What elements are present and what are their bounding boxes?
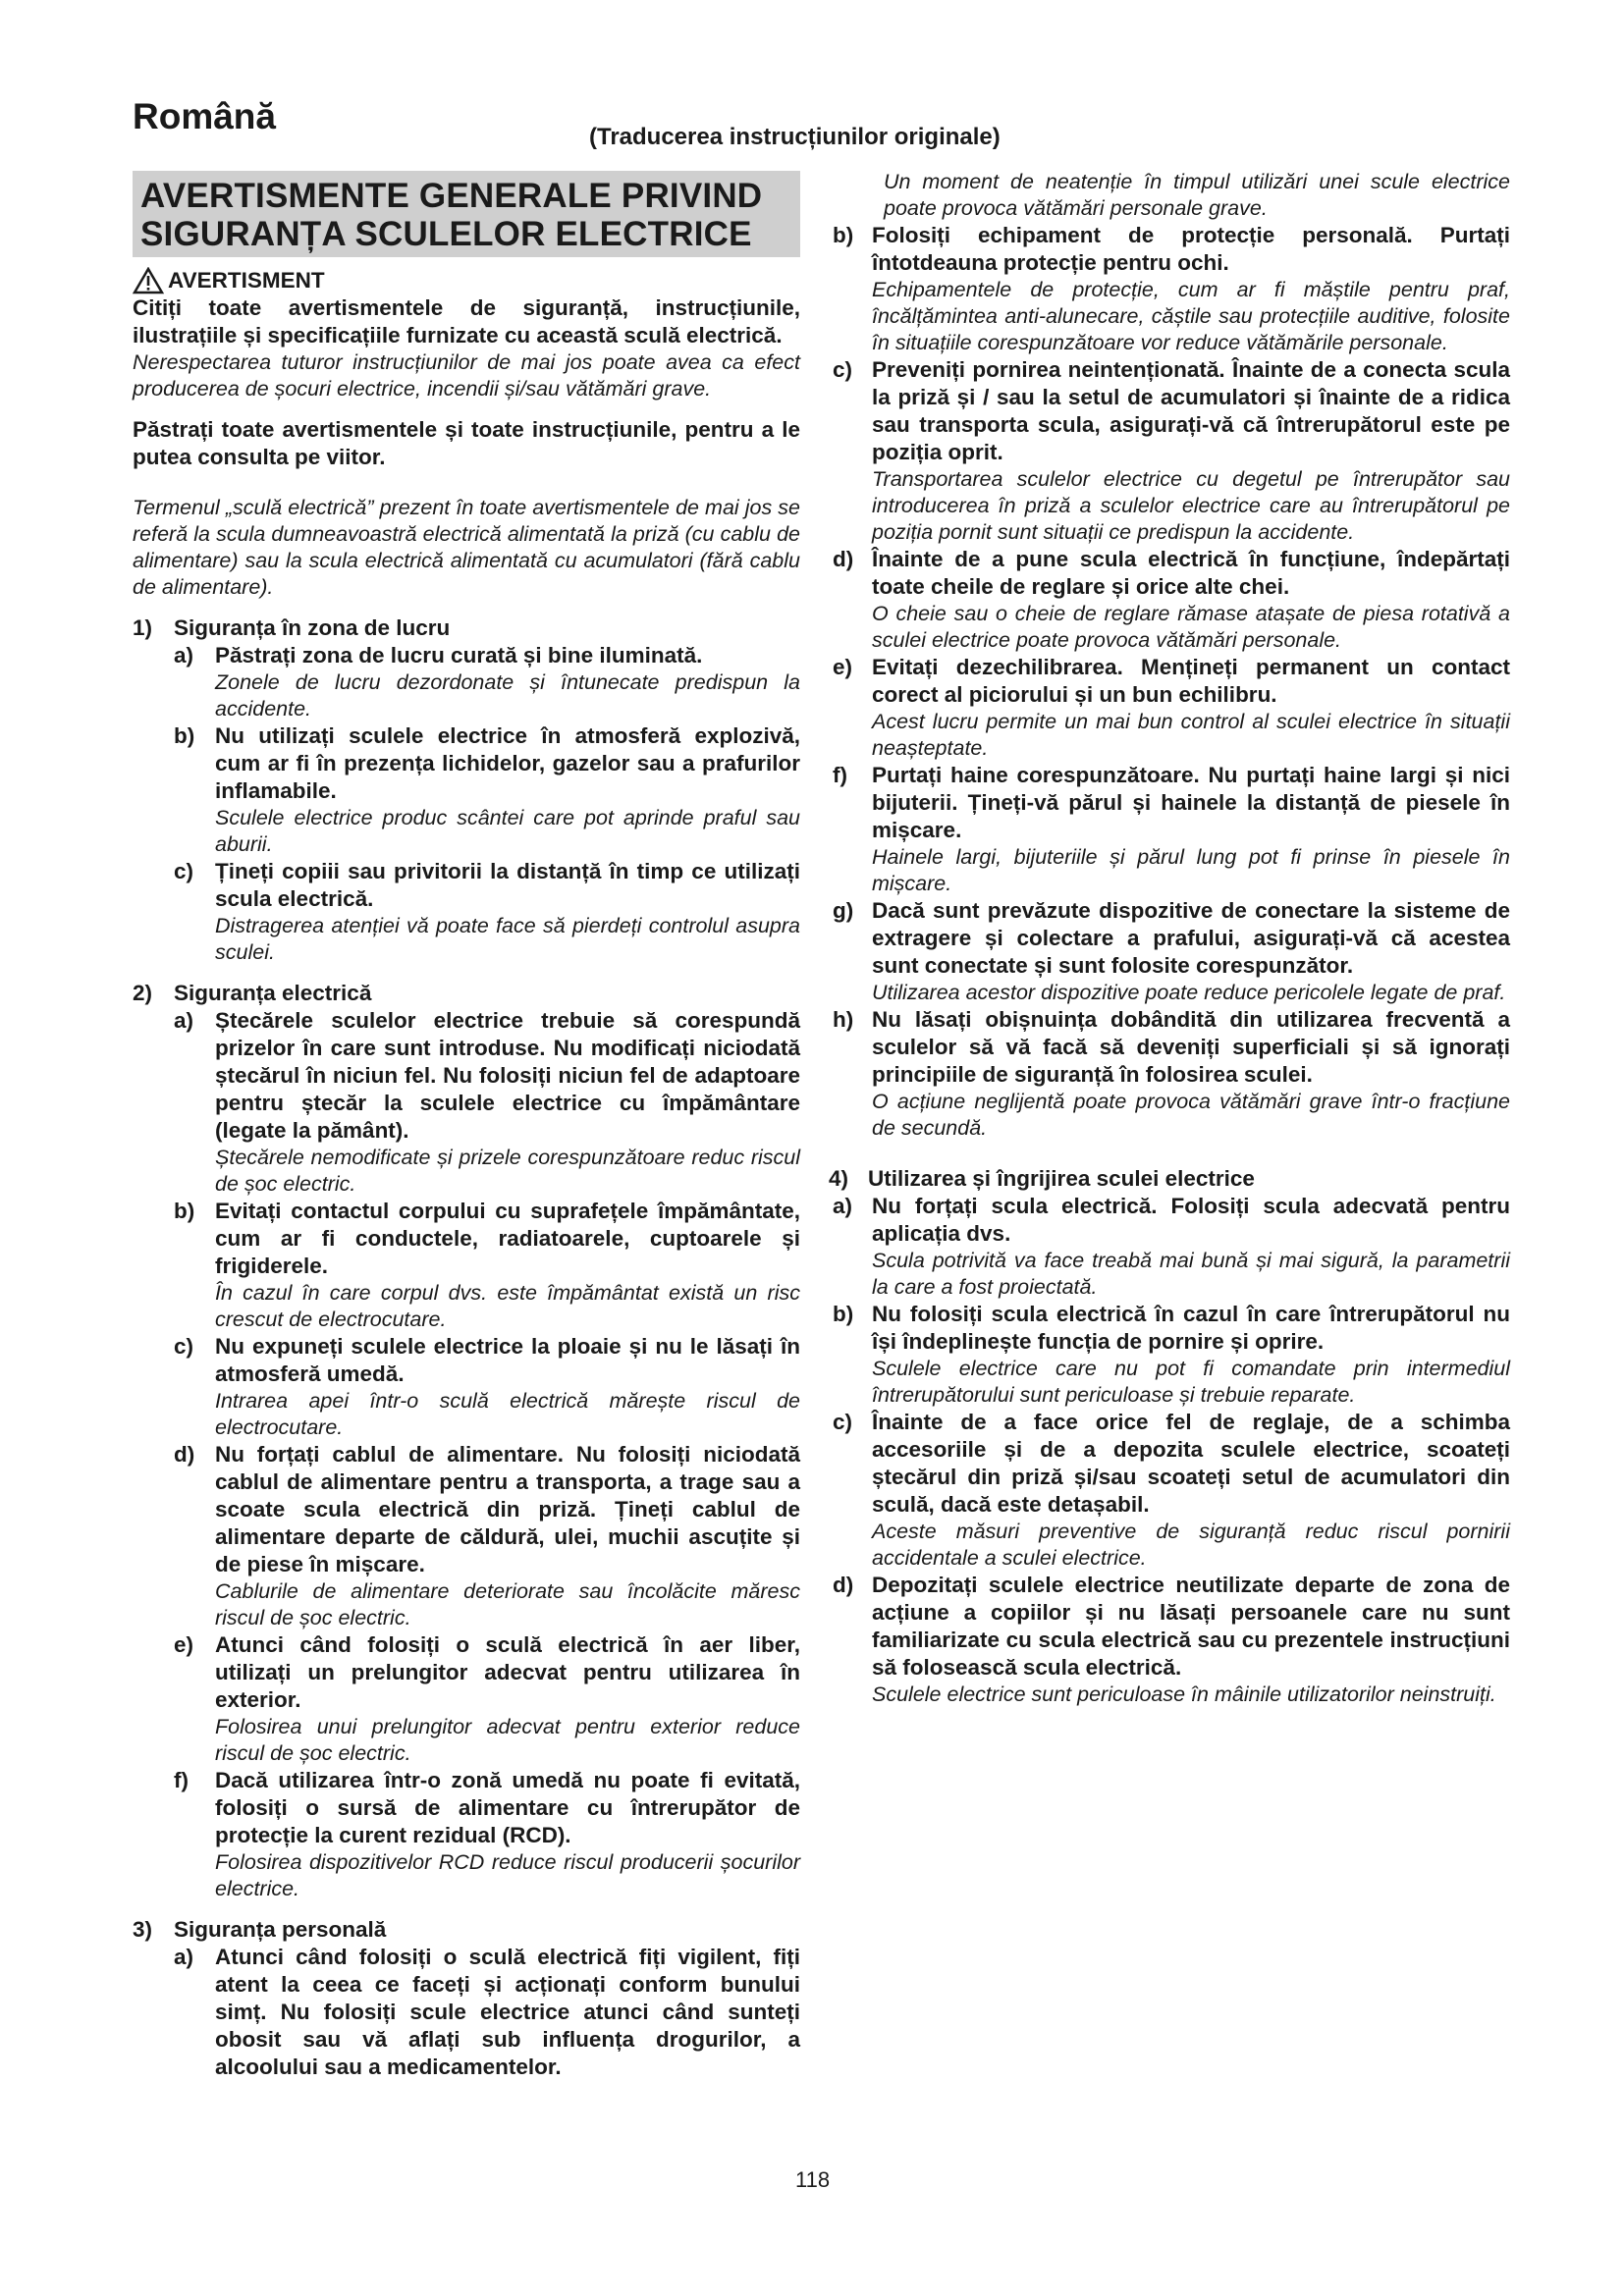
- list-item: a) Ștecărele sculelor electrice trebuie să corespundă prizelor în care sunt introduse. Nu modificați niciodată ștecărul în niciun fel. Nu folosiți niciun fel de adaptoare pentru ștecăr la sculele electrice cu împământare (legate la pământ). Ștecărele nemodificate și prizele corespunzătoare reduc riscul de șoc electric.: [174, 1008, 800, 1196]
- list-item: a) Atunci când folosiți o sculă electrică fiți vigilent, fiți atent la ceea ce faceți și acționați conform bunului simț. Nu folosiți scule electrice atunci când sunteți obosit sau vă aflați sub influența drogurilor, a alcoolului sau a medicamentelor.: [174, 1945, 800, 2079]
- list-item: c) Înainte de a face orice fel de reglaje, de a schimba accesoriile și de a depozita sculele electrice, scoateți ștecărul din priză și/sau scoateți setul de acumulatori din sculă, dacă este detașabil. Aceste măsuri preventive de siguranță reduc riscul pornirii accidentale a sculei electrice.: [833, 1410, 1510, 1570]
- list-item: f) Dacă utilizarea într-o zonă umedă nu poate fi evitată, folosiți o sursă de alimentare cu întrerupător de protecție la curent rezidual (RCD). Folosirea dispozitivelor RCD reduce riscul producerii șocurilor electrice.: [174, 1768, 800, 1900]
- list-item: d) Depozitați sculele electrice neutilizate departe de zona de acțiune a copiilor și nu lăsați persoanele care nu sunt familiarizate cu scula electrică sau cu prezentele instrucțiuni să folosească scula electrică. Sculele electrice sunt periculoase în mâinile utilizatorilor neinstruiți.: [833, 1573, 1510, 1706]
- section-3-title: 3) Siguranța personală: [133, 1917, 387, 1942]
- section-1-title: 1) Siguranța în zona de lucru: [133, 615, 451, 640]
- language-label: Română: [133, 96, 276, 136]
- list-item: c) Țineți copiii sau privitorii la distanță în timp ce utilizați scula electrică. Distragerea atenției vă poate face să pierdeți controlul asupra sculei.: [174, 859, 800, 964]
- list-item: b) Nu utilizați sculele electrice în atmosferă explozivă, cum ar fi în prezența lichidelor, gazelor sau a prafurilor inflamabile. Sculele electrice produc scântei care pot aprinde praful sau aburii.: [174, 723, 800, 856]
- page-number: 118: [795, 2167, 831, 2192]
- list-item: b) Nu folosiți scula electrică în cazul în care întrerupătorul nu își îndeplinește funcția de pornire și oprire. Sculele electrice care nu pot fi comandate prin intermediul întrerupătorului sunt periculoase și trebuie reparate.: [833, 1302, 1510, 1407]
- section-heading: AVERTISMENTE GENERALE PRIVIND SIGURANȚA SCULELOR ELECTRICE: [133, 171, 800, 257]
- list-item: d) Nu forțați cablul de alimentare. Nu folosiți niciodată cablul de alimentare pentru a transporta, a trage sau a scoate scula electrică din priză. Țineți cablul de alimentare departe de căldură, ulei, muchii ascuțite și de piese în mișcare. Cablurile de alimentare deteriorate sau încolăcite măresc riscul de șoc electric.: [174, 1442, 800, 1629]
- section-4-title: 4) Utilizarea și îngrijirea sculei electrice: [829, 1166, 1255, 1191]
- intro-bold: Citiți toate avertismentele de siguranță, instrucțiunile, ilustrațiile și specificațiile furnizate cu această sculă electrică.: [133, 295, 800, 347]
- right-column: [829, 169, 1510, 1708]
- translation-subtitle: (Traducerea instrucțiunilor originale): [589, 124, 1001, 150]
- list-item: h) Nu lăsați obișnuința dobândită din utilizarea frecventă a sculelor să vă facă să deveniți superficiali și să ignorați principiile de siguranță în folosirea sculei. O acțiune neglijentă poate provoca vătămări grave într-o fracțiune de secundă.: [833, 1007, 1510, 1140]
- list-item: a) Păstrați zona de lucru curată și bine iluminată. Zonele de lucru dezordonate și întunecate predispun la accidente.: [174, 643, 800, 721]
- warning-triangle-icon: [133, 267, 164, 294]
- keep-instructions: Păstrați toate avertismentele și toate instrucțiunile, pentru a le putea consulta pe viitor.: [133, 417, 800, 469]
- list-item: d) Înainte de a pune scula electrică în funcțiune, îndepărtați toate cheile de reglare și orice alte chei. O cheie sau o cheie de reglare rămase atașate de piesa rotativă a sculei electrice poate provoca vătămări personale.: [833, 547, 1510, 652]
- section-2-title: 2) Siguranța electrică: [133, 981, 372, 1005]
- s3a-italic-continued: Un moment de neatenție în timpul utilizări unei scule electrice poate provoca vătămări personale grave.: [884, 170, 1510, 220]
- list-item: c) Nu expuneți sculele electrice la ploaie și nu le lăsați în atmosferă umedă. Intrarea apei într-o sculă electrică mărește riscul de electrocutare.: [174, 1334, 800, 1439]
- list-item: b) Folosiți echipament de protecție personală. Purtați întotdeauna protecție pentru ochi. Echipamentele de protecție, cum ar fi măștile pentru praf, încălțămintea anti-alunecare, căștile sau protecțiile auditive, folosite în situațiile corespunzătoare vor reduce vătămările personale.: [833, 223, 1510, 354]
- warning-label: [133, 267, 800, 294]
- list-item: f) Purtați haine corespunzătoare. Nu purtați haine largi și nici bijuterii. Țineți-vă părul și hainele la distanță de piesele în mișcare. Hainele largi, bijuteriile și părul lung pot fi prinse în piesele în mișcare.: [833, 763, 1510, 895]
- list-item: c) Preveniți pornirea neintenționată. Înainte de a conecta scula la priză și / sau la setul de acumulatori și înainte de a ridica sau transporta scula, asigurați-vă că întrerupătorul este pe poziția oprit. Transportarea sculelor electrice cu degetul pe întrerupător sau introducerea în priză a sculelor electrice care au întrerupătorul pe poziția pornit sunt situații ce predispun la accidente.: [833, 357, 1510, 544]
- list-item: g) Dacă sunt prevăzute dispozitive de conectare la sisteme de extragere și colectare a prafului, asigurați-vă că acestea sunt conectate și sunt folosite corespunzător. Utilizarea acestor dispozitive poate reduce pericolele legate de praf.: [833, 898, 1510, 1004]
- term-definition: Termenul „sculă electrică” prezent în toate avertismentele de mai jos se referă la scula dumneavoastră electrică alimentată la priză (cu cablu de alimentare) sau la scula electrică alimentată cu acumulatori (fără cablu de alimentare).: [133, 496, 800, 599]
- list-item: a) Nu forțați scula electrică. Folosiți scula adecvată pentru aplicația dvs. Scula potrivită va face treabă mai bună și mai sigură, la parametrii la care a fost proiectată.: [833, 1194, 1510, 1299]
- left-column: [133, 169, 800, 2081]
- list-item: e) Evitați dezechilibrarea. Mențineți permanent un contact corect al piciorului și un bun echilibru. Acest lucru permite un mai bun control al sculei electrice în situații neașteptate.: [833, 655, 1510, 760]
- list-item: e) Atunci când folosiți o sculă electrică în aer liber, utilizați un prelungitor adecvat pentru utilizarea în exterior. Folosirea unui prelungitor adecvat pentru exterior reduce riscul de șoc electric.: [174, 1632, 800, 1765]
- intro-italic: Nerespectarea tuturor instrucțiunilor de mai jos poate avea ca efect producerea de șocuri electrice, incendii și/sau vătămări grave.: [133, 350, 800, 400]
- warning-text: AVERTISMENT: [168, 268, 325, 293]
- list-item: b) Evitați contactul corpului cu suprafețele împământate, cum ar fi conductele, radiatoarele, cuptoarele și frigiderele. În cazul în care corpul dvs. este împământat există un risc crescut de electrocutare.: [174, 1199, 800, 1331]
